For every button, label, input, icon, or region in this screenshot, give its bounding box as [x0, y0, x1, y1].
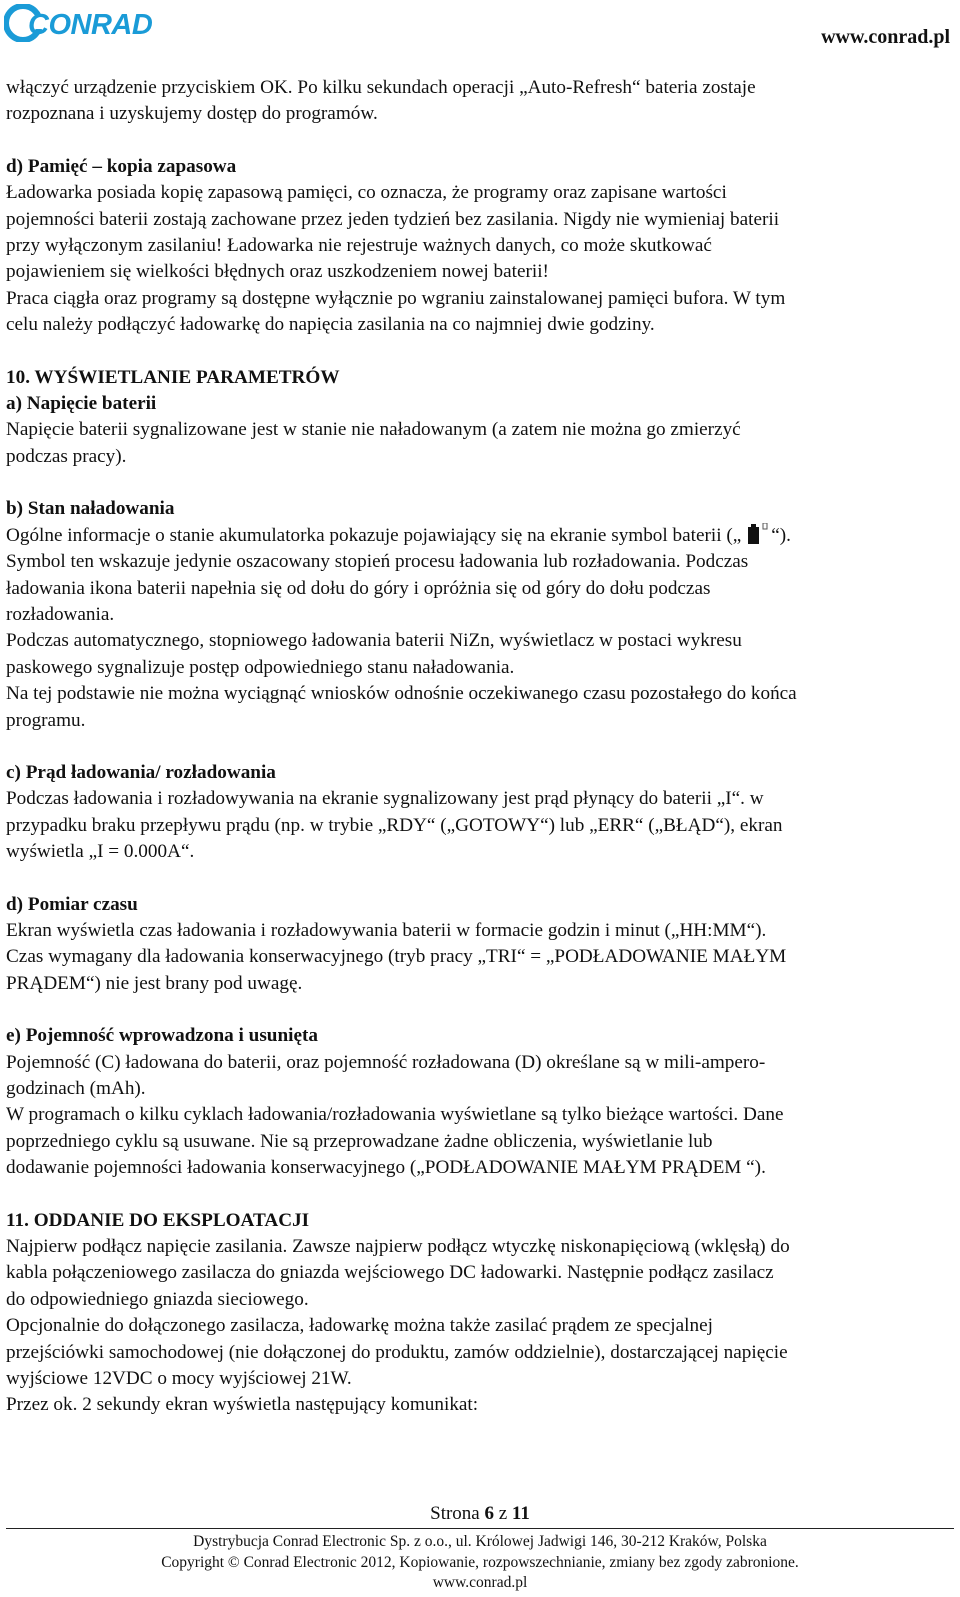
text-line: Najpierw podłącz napięcie zasilania. Zawsze najpierw podłącz wtyczkę niskonapięciową (wklęsłą) do: [6, 1236, 790, 1258]
text-line: Praca ciągła oraz programy są dostępne wyłącznie po wgraniu zainstalowanej pamięci bufora. W tym: [6, 287, 786, 309]
site-url: www.conrad.pl: [821, 26, 950, 48]
section-heading: [6, 154, 950, 180]
text-line: godzinach (mAh).: [6, 1078, 146, 1099]
section-heading: 11. ODDANIE DO EKSPLOATACJI: [6, 1209, 310, 1231]
page-footer: [0, 1502, 960, 1526]
text-line: Na tej podstawie nie można wyciągnąć wniosków odnośnie oczekiwanego czasu pozostałego do końca: [6, 683, 797, 705]
heading-text: d) Pamięć – kopia zapasowa: [6, 155, 237, 177]
text-line: Ekran wyświetla czas ładowania i rozładowywania baterii w formacie godzin i minut („HH:MM“).: [6, 919, 767, 941]
section-heading: 10. WYŚWIETLANIE PARAMETRÓW: [6, 366, 340, 388]
text-fragment: “).: [771, 524, 791, 546]
text-line: PRĄDEM“) nie jest brany pod uwagę.: [6, 972, 303, 994]
subsection-heading: a) Napięcie baterii: [6, 393, 157, 415]
text-line: do odpowiedniego gniazda sieciowego.: [6, 1288, 309, 1310]
footer-divider: [6, 1528, 954, 1529]
footer-text: [0, 1532, 960, 1594]
text-line: Symbol ten wskazuje jedynie oszacowany stopień procesu ładowania lub rozładowania. Podczas: [6, 551, 749, 573]
page-total: 11: [511, 1503, 530, 1524]
page-of: z: [498, 1503, 508, 1524]
page-header: [0, 0, 960, 60]
footer-url: www.conrad.pl: [432, 1574, 528, 1591]
footer-copyright: Copyright © Conrad Electronic 2012, Kopiowanie, rozpowszechnianie, zmiany bez zgody zabronione.: [161, 1553, 799, 1571]
text-line: przejściówki samochodowej (nie dołączonej do produktu, zamów oddzielnie), dostarczającej napięcie: [6, 1341, 788, 1363]
text-line: Przez ok. 2 sekundy ekran wyświetla następujący komunikat:: [6, 1394, 479, 1416]
text-line: podczas pracy).: [6, 445, 127, 467]
text-line: Czas wymagany dla ładowania konserwacyjnego (tryb pracy „TRI“ = „PODŁADOWANIE MAŁYM: [6, 946, 787, 968]
text-line: Ładowarka posiada kopię zapasową pamięci, co oznacza, że programy oraz zapisane wartości: [6, 182, 727, 204]
footer-address: Dystrybucja Conrad Electronic Sp. z o.o., ul. Królowej Jadwigi 146, 30-212 Kraków, Polska: [193, 1533, 767, 1550]
page-current: 6: [484, 1503, 494, 1524]
text-line: włączyć urządzenie przyciskiem OK. Po kilku sekundach operacji „Auto-Refresh“ bateria zostaje: [6, 77, 756, 98]
text-line: W programach o kilku cyklach ładowania/rozładowania wyświetlane są tylko bieżące wartości. Dane: [6, 1104, 784, 1126]
text-line: Podczas automatycznego, stopniowego ładowania baterii NiZn, wyświetlacz w postaci wykresu: [6, 630, 742, 652]
subsection-heading: c) Prąd ładowania/ rozładowania: [6, 761, 276, 783]
document-body: [6, 75, 950, 1419]
subsection-heading: e) Pojemność wprowadzona i usunięta: [6, 1025, 318, 1047]
text-line: dodawanie pojemności ładowania konserwacyjnego („PODŁADOWANIE MAŁYM PRĄDEM “).: [6, 1157, 766, 1179]
text-line: pojemności baterii zostają zachowane przez jeden tydzień bez zasilania. Nigdy nie wymieniaj baterii: [6, 208, 780, 230]
text-line: rozładowania.: [6, 603, 115, 625]
text-line: pojawieniem się wielkości błędnych oraz uszkodzeniem nowej baterii!: [6, 261, 549, 283]
text-line: celu należy podłączyć ładowarkę do napięcia zasilania na co najmniej dwie godziny.: [6, 314, 655, 336]
text-line: kabla połączeniowego zasilacza do gniazda wejściowego DC ładowarki. Następnie podłącz zasilacz: [6, 1262, 774, 1284]
page-number: [0, 1502, 960, 1526]
text-line: przy wyłączonym zasilaniu! Ładowarka nie rejestruje ważnych danych, co może skutkować: [6, 235, 712, 257]
text-line: przypadku braku przepływu prądu (np. w trybie „RDY“ („GOTOWY“) lub „ERR“ („BŁĄD“), ekran: [6, 814, 783, 836]
battery-icon: [743, 523, 769, 545]
logo-text: CONRAD: [28, 9, 153, 41]
subsection-heading: b) Stan naładowania: [6, 498, 175, 520]
text-line: wyświetla „I = 0.000A“.: [6, 841, 195, 863]
subsection-heading: d) Pomiar czasu: [6, 893, 138, 915]
text-line: programu.: [6, 709, 86, 731]
text-line: wyjściowe 12VDC o mocy wyjściowej 21W.: [6, 1368, 352, 1390]
text-line: rozpoznana i uzyskujemy dostęp do programów.: [6, 103, 378, 125]
text-line: Pojemność (C) ładowana do baterii, oraz pojemność rozładowana (D) określane są w mili-ampero-: [6, 1051, 766, 1073]
page-label: Strona: [430, 1503, 480, 1524]
text-line: Opcjonalnie do dołączonego zasilacza, ładowarkę można także zasilać prądem ze specjalnej: [6, 1315, 713, 1337]
text-line: poprzedniego cyklu są usuwane. Nie są przeprowadzane żadne obliczenia, wyświetlanie lub: [6, 1130, 713, 1152]
text-fragment: Ogólne informacje o stanie akumulatorka pokazuje pojawiający się na ekranie symbol baterii („: [6, 524, 742, 546]
text-line: [6, 523, 950, 549]
conrad-logo: [4, 4, 156, 42]
text-line: Podczas ładowania i rozładowywania na ekranie sygnalizowany jest prąd płynący do baterii „I“. w: [6, 788, 764, 810]
text-line: Napięcie baterii sygnalizowane jest w stanie nie naładowanym (a zatem nie można go zmierzyć: [6, 419, 741, 441]
text-line: ładowania ikona baterii napełnia się od dołu do góry i opróżnia się od góry do dołu podczas: [6, 577, 711, 599]
text-line: paskowego sygnalizuje postęp odpowiedniego stanu naładowania.: [6, 656, 515, 678]
